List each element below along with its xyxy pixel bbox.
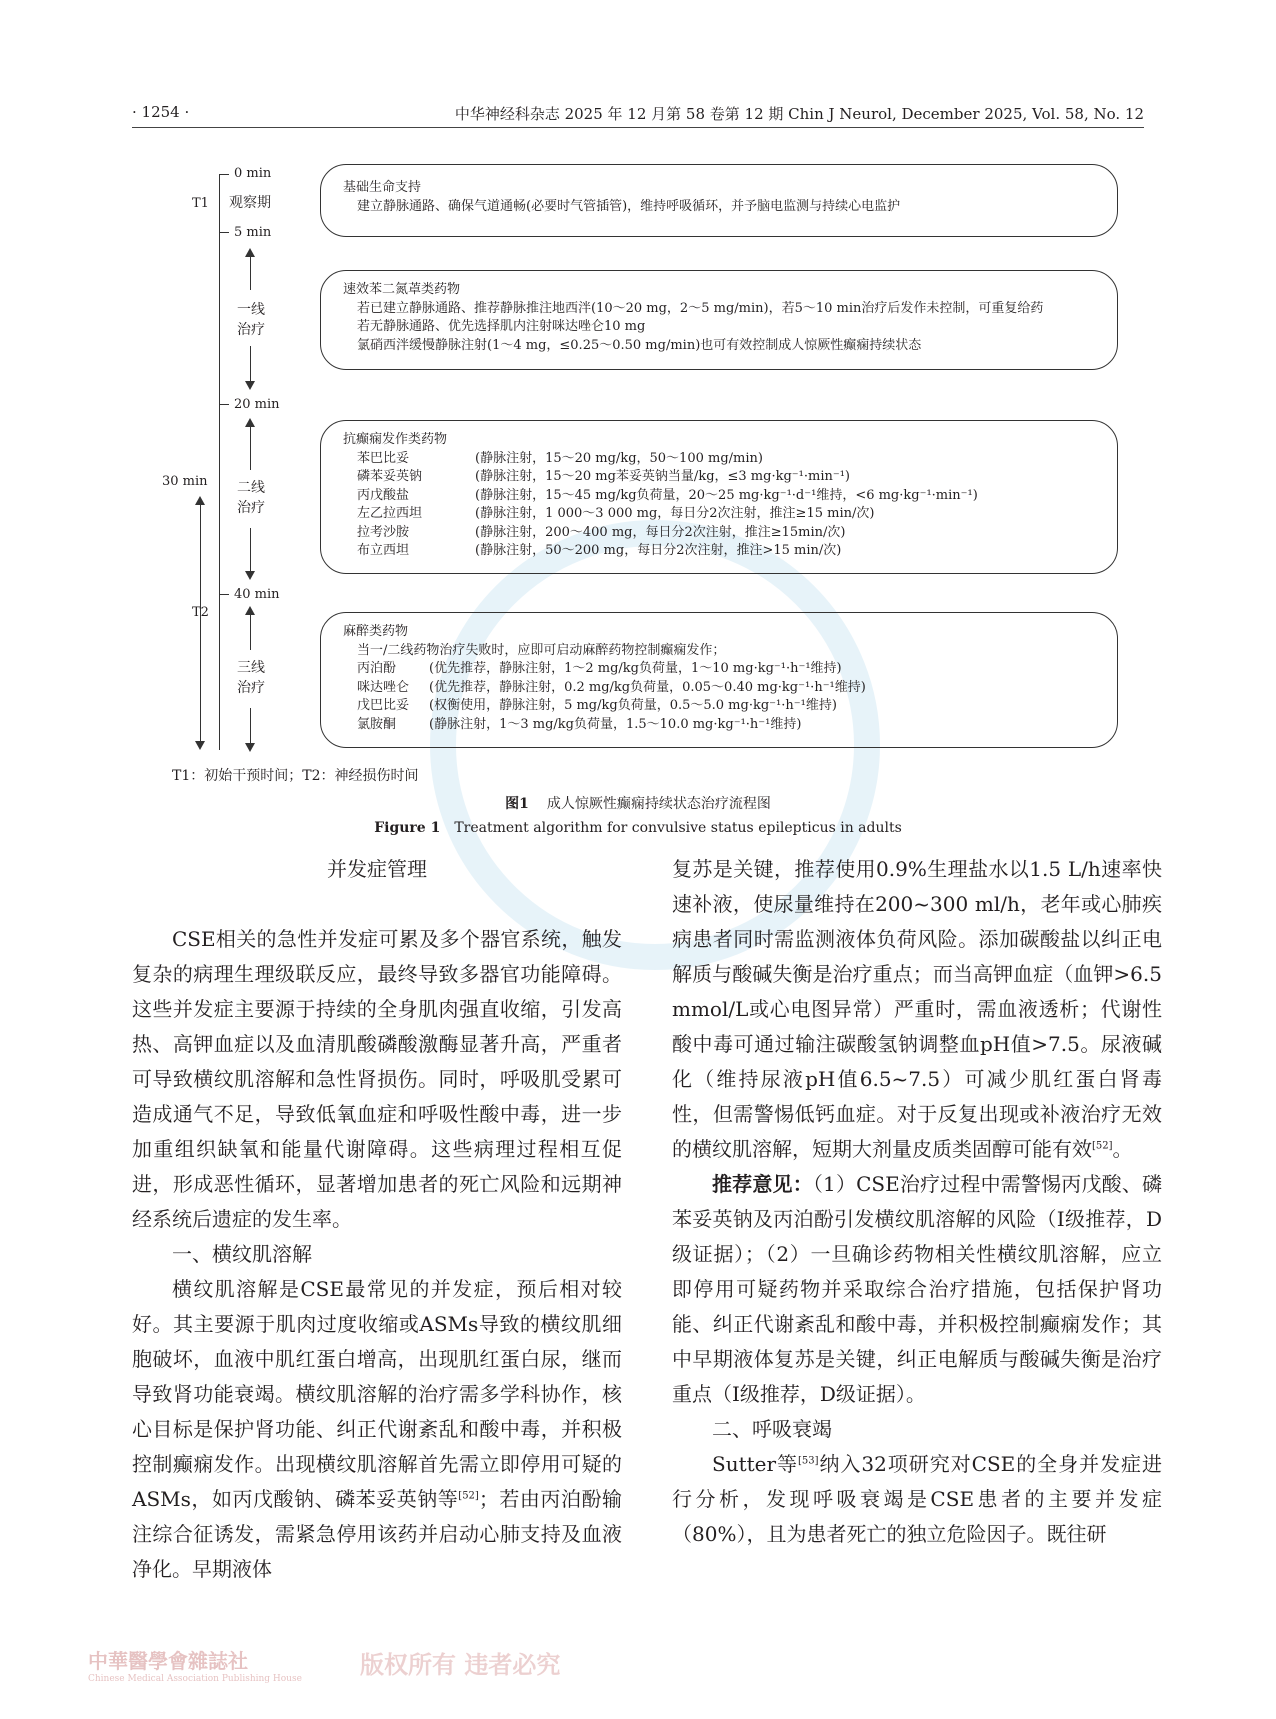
- recommendation-label: 推荐意见：: [712, 1172, 813, 1196]
- label-0min: 0 min: [234, 166, 272, 181]
- box-basic-life-support: [320, 164, 1118, 237]
- drug-row: [343, 487, 1095, 506]
- reference: [52]: [458, 1490, 479, 1502]
- running-header: [132, 103, 1144, 127]
- box2-line: 氯硝西泮缓慢静脉注射(1～4 mg，≤0.25～0.50 mg/min)也可有效控制成人惊厥性癫痫持续状态: [357, 337, 922, 353]
- page-number: · 1254 ·: [132, 103, 190, 121]
- second-line-label: 二线 治疗: [237, 480, 265, 516]
- third-line-arrow-down: [250, 708, 251, 750]
- drug-row: [343, 660, 1095, 679]
- text-span: 。: [1112, 1137, 1133, 1161]
- figure-caption-cn: [0, 793, 1276, 813]
- paragraph: [672, 852, 1162, 1167]
- paragraph: CSE相关的急性并发症可累及多个器官系统，触发复杂的病理生理级联反应，最终导致多器官功能障碍。这些并发症主要源于持续的全身肌肉强直收缩，引发高热、高钾血症以及血清肌酸磷酸激酶显著升高，严重者可导致横纹肌溶解和急性肾损伤。同时，呼吸肌受累可造成通气不足，导致低氧血症和呼吸性酸中毒，进一步加重组织缺氧和能量代谢障碍。这些病理过程相互促进，形成恶性循环，显著增加患者的死亡风险和远期神经系统后遗症的发生率。: [132, 927, 622, 1231]
- text-span: 横纹肌溶解是CSE最常见的并发症，预后相对较好。其主要源于肌肉过度收缩或ASMs导致的横纹肌细胞破坏，血液中肌红蛋白增高，出现肌红蛋白尿，继而导致肾功能衰竭。横纹肌溶解的治疗需多学科协作，核心目标是保护肾功能、纠正代谢紊乱和酸中毒，并积极控制癫痫发作。出现横纹肌溶解首先需立即停用可疑的ASMs，如丙戊酸钠、磷苯妥英钠等: [132, 1277, 622, 1511]
- second-line-arrow-up: [250, 420, 251, 470]
- text-span: ；若由丙泊酚输注综合征诱发，需紧急停用该药并启动心肺支持及血液净化。早期液体: [132, 1487, 623, 1581]
- drug-row: [343, 524, 1095, 543]
- first-line-arrow-up: [250, 250, 251, 290]
- box2-title: 速效苯二氮䓬类药物: [343, 282, 461, 297]
- text-span: Sutter等: [712, 1452, 798, 1476]
- drug-dose: (优先推荐，静脉注射，0.2 mg/kg负荷量，0.05～0.40 mg·kg⁻¹·h⁻¹维持): [429, 679, 866, 695]
- t2-span-arrow: [200, 498, 201, 748]
- drug-name: 磷苯妥英钠: [357, 469, 423, 484]
- box2-line: 若已建立静脉通路、推荐静脉推注地西泮(10～20 mg，2～5 mg/min)，若5～10 min治疗后发作未控制，可重复给药: [357, 300, 1044, 316]
- drug-dose: (权衡使用，静脉注射，5 mg/kg负荷量，0.5～5.0 mg·kg⁻¹·h⁻¹维持): [429, 698, 837, 713]
- drug-name: 布立西坦: [357, 543, 410, 558]
- box4-title: 麻醉类药物: [343, 624, 409, 639]
- label-T2: T2: [192, 605, 209, 620]
- text-span: 复苏是关键，推荐使用0.9%生理盐水以1.5 L/h速率快速补液，使尿量维持在200~300 ml/h，老年或心肺疾病患者同时需监测液体负荷风险。添加碳酸盐以纠正电解质与酸碱失衡是治疗重点；而当高钾血症（血钾>6.5 mmol/L或心电图异常）严重时，需血液透析；代谢性酸中毒可通过输注碳酸氢钠调整血pH值>7.5。尿液碱化（维持尿液pH值6.5~7.5）可减少肌红蛋白肾毒性，但需警惕低钙血症。对于反复出现或补液治疗无效的横纹肌溶解，短期大剂量皮质类固醇可能有效: [672, 857, 1162, 1161]
- timeline-axis: [219, 174, 220, 750]
- right-column: [672, 852, 1162, 1552]
- drug-row: [343, 697, 1095, 716]
- publisher-cn: 中華醫學會雜誌社: [88, 1649, 248, 1673]
- box2-line: 若无静脉通路、优先选择肌内注射咪达唑仑10 mg: [357, 319, 646, 334]
- tick-20min: [219, 404, 229, 405]
- drug-dose: (静脉注射，15～45 mg/kg负荷量，20～25 mg·kg⁻¹·d⁻¹维持，<6 mg·kg⁻¹·min⁻¹): [475, 487, 978, 503]
- figure-caption-en: [0, 820, 1276, 836]
- section-heading: 并发症管理: [327, 857, 427, 881]
- publisher-en: Chinese Medical Association Publishing House: [88, 1674, 302, 1684]
- drug-name: 丙戊酸盐: [357, 487, 410, 503]
- drug-name: 咪达唑仑: [357, 679, 410, 695]
- figure-legend: T1：初始干预时间；T2：神经损伤时间: [172, 768, 419, 784]
- label-5min: 5 min: [234, 225, 272, 240]
- label-20min: 20 min: [234, 397, 280, 412]
- reference: [53]: [797, 1455, 819, 1467]
- caption-en-text: Treatment algorithm for convulsive status epilepticus in adults: [454, 820, 902, 836]
- drug-row: [343, 679, 1095, 698]
- journal-citation: 中华神经科杂志 2025 年 12 月第 58 卷第 12 期 Chin J Neurol, December 2025, Vol. 58, No. 12: [454, 105, 1144, 123]
- second-line-arrow-down: [250, 528, 251, 578]
- tick-5min: [219, 232, 229, 233]
- box1-title: 基础生命支持: [343, 180, 422, 195]
- box1-line: 建立静脉通路、确保气道通畅(必要时气管插管)，维持呼吸循环，并予脑电监测与持续心电监护: [357, 198, 901, 214]
- drug-dose: (静脉注射，1～3 mg/kg负荷量，1.5～10.0 mg·kg⁻¹·h⁻¹维持): [429, 716, 802, 732]
- box-anesthetic-drugs: [320, 612, 1118, 748]
- drug-name: 苯巴比妥: [357, 450, 410, 466]
- drug-row: [343, 468, 1095, 487]
- drug-dose: (静脉注射，1 000～3 000 mg，每日分2次注射，推注≥15 min/次): [475, 506, 875, 521]
- box-benzodiazepines: [320, 270, 1118, 370]
- third-line-arrow-up: [250, 608, 251, 650]
- drug-row: [343, 716, 1095, 735]
- drug-name: 氯胺酮: [357, 716, 397, 732]
- caption-cn-label: 图1: [505, 796, 529, 812]
- text-span: 纳入32项研究对CSE的全身并发症进行分析，发现呼吸衰竭是CSE患者的主要并发症（80%），且为患者死亡的独立危险因子。既往研: [672, 1452, 1162, 1546]
- drug-dose: (静脉注射，15～20 mg苯妥英钠当量/kg，≤3 mg·kg⁻¹·min⁻¹): [475, 469, 851, 484]
- caption-en-label: Figure 1: [374, 820, 441, 836]
- third-line-label: 三线 治疗: [237, 660, 265, 696]
- drug-dose: (优先推荐，静脉注射，1～2 mg/kg负荷量，1～10 mg·kg⁻¹·h⁻¹维持): [429, 661, 842, 676]
- paragraph: [672, 1447, 1162, 1552]
- drug-dose: (静脉注射，200～400 mg，每日分2次注射，推注≥15min/次): [475, 524, 846, 540]
- first-line-label: 一线 治疗: [237, 302, 265, 338]
- copyright-mark: 版权所有 违者必究: [360, 1650, 561, 1679]
- drug-row: [343, 450, 1095, 469]
- drug-name: 拉考沙胺: [357, 524, 410, 540]
- tick-0min: [219, 174, 229, 175]
- label-30min: 30 min: [162, 474, 208, 489]
- box3-title: 抗癫痫发作类药物: [343, 432, 448, 447]
- publisher-logo: [88, 1645, 302, 1684]
- left-column: [132, 852, 622, 1587]
- drug-name: 戊巴比妥: [357, 698, 410, 713]
- box4-intro: 当一/二线药物治疗失败时，应即可启动麻醉药物控制癫痫发作；: [357, 642, 726, 658]
- drug-name: 左乙拉西坦: [357, 506, 423, 521]
- reference: [52]: [1092, 1140, 1113, 1152]
- drug-dose: (静脉注射，15～20 mg/kg，50～100 mg/min): [475, 450, 763, 466]
- label-40min: 40 min: [234, 587, 280, 602]
- label-observation: 观察期: [229, 195, 271, 211]
- label-T1: T1: [192, 196, 209, 211]
- recommendation: [672, 1167, 1162, 1412]
- subsection-heading: 一、横纹肌溶解: [172, 1242, 312, 1266]
- drug-name: 丙泊酚: [357, 661, 397, 676]
- drug-row: [343, 505, 1095, 524]
- tick-40min: [219, 594, 229, 595]
- subsection-heading: 二、呼吸衰竭: [712, 1417, 832, 1441]
- drug-dose: (静脉注射，50～200 mg，每日分2次注射，推注>15 min/次): [475, 543, 842, 558]
- caption-cn-text: 成人惊厥性癫痫持续状态治疗流程图: [546, 796, 771, 812]
- header-rule: [132, 127, 1144, 128]
- first-line-arrow-down: [250, 346, 251, 388]
- drug-row: [343, 542, 1095, 561]
- box-antiseizure-drugs: [320, 420, 1118, 574]
- paragraph: [132, 1272, 622, 1587]
- recommendation-text: （1）CSE治疗过程中需警惕丙戊酸、磷苯妥英钠及丙泊酚引发横纹肌溶解的风险（Ⅰ级推荐，D级证据）；（2）一旦确诊药物相关性横纹肌溶解，应立即停用可疑药物并采取综合治疗措施，包括保护肾功能、纠正代谢紊乱和酸中毒，并积极控制癫痫发作；其中早期液体复苏是关键，纠正电解质与酸碱失衡是治疗重点（Ⅰ级推荐，D级证据）。: [672, 1172, 1163, 1406]
